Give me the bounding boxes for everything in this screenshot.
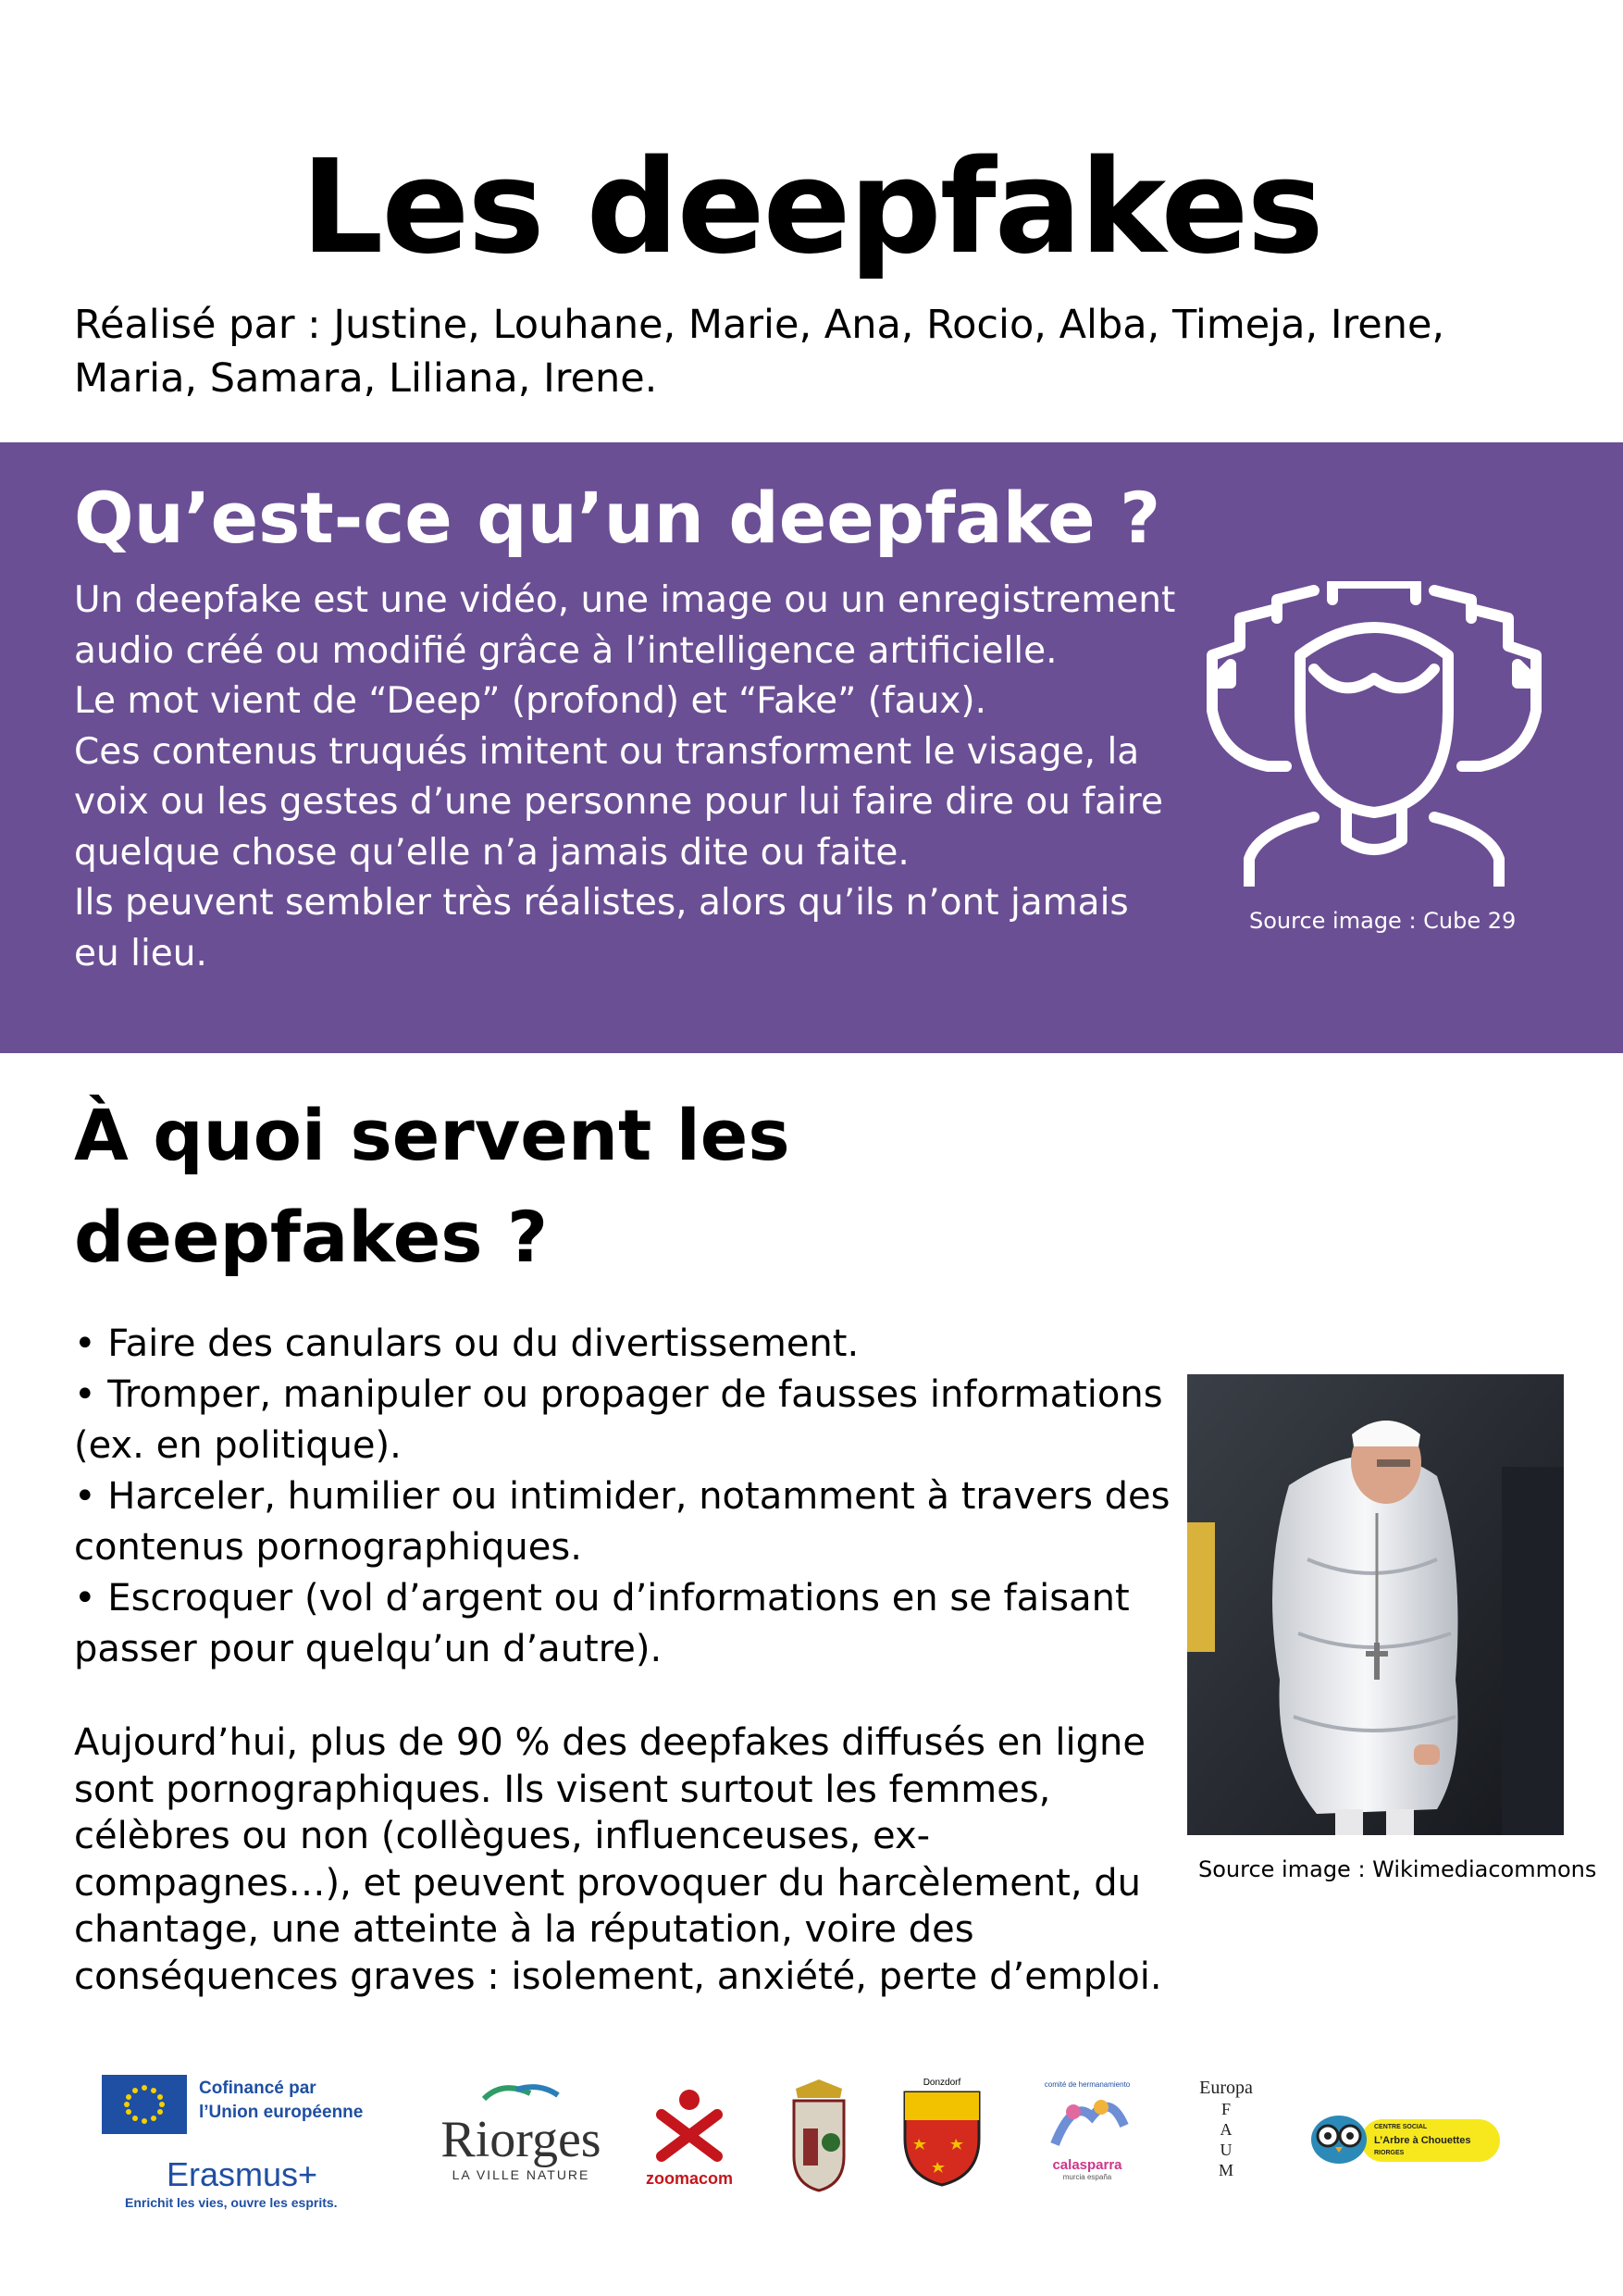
zoomacom-logo [634, 2087, 745, 2198]
arbre-chouettes-logo [1309, 2101, 1513, 2175]
deepfake-photo [1187, 1374, 1564, 1835]
arbre-line3: RIORGES [1374, 2150, 1405, 2156]
statistic-paragraph: Aujourd’hui, plus de 90 % des deepfakes diffusés en ligne sont pornographiques. Ils visent surtout les femmes, célèbres ou non (collègues, influenceuses, ex-compagnes…), et peuvent provoquer du harcèlement, du chantage, une atteinte à la réputation, voire des conséquences graves : isolement, anxiété, perte d’emploi. [74, 1721, 1162, 1998]
town-crest-logo [787, 2078, 851, 2198]
definition-paragraph: Le mot vient de “Deep” (profond) et “Fake” (faux). [74, 680, 986, 722]
riorges-wordmark: Riorges [440, 2111, 601, 2168]
erasmus-tagline: Enrichit les vies, ouvre les esprits. [125, 2195, 338, 2210]
uses-heading: À quoi servent les deepfakes ? [74, 1094, 790, 1278]
definition-heading: Qu’est-ce qu’un deepfake ? [74, 477, 1161, 559]
calasparra-top: comité de hermanamiento [1044, 2080, 1131, 2089]
riorges-tagline: LA VILLE NATURE [452, 2167, 590, 2182]
riorges-wave-icon [465, 2080, 576, 2108]
image-source-caption: Source image : Wikimediacommons [1198, 1856, 1597, 1882]
donzdorf-logo [896, 2078, 988, 2203]
calasparra-figures-icon [1046, 2089, 1129, 2153]
donzdorf-crest-icon [900, 2088, 984, 2190]
partner-logos [0, 2064, 1623, 2212]
list-item: • Tromper, manipuler ou propager de fausses informations (ex. en politique). [74, 1373, 1163, 1467]
calasparra-sub: murcia españa [1062, 2173, 1112, 2181]
eu-line1: Cofinancé par [199, 2079, 316, 2098]
faum-letter: F [1220, 2100, 1231, 2118]
list-item: • Harceler, humilier ou intimider, notamment à travers des contenus pornographiques. [74, 1475, 1171, 1569]
zoomacom-wordmark: zoomacom [645, 2169, 734, 2188]
arbre-line1: CENTRE SOCIAL [1374, 2124, 1428, 2130]
list-item: • Escroquer (vol d’argent ou d’informations en se faisant passer pour quelqu’un d’autre). [74, 1577, 1130, 1670]
faum-letter: A [1220, 2120, 1233, 2139]
zoomacom-figure-icon [652, 2087, 726, 2166]
definition-paragraph: Un deepfake est une vidéo, une image ou un enregistrement audio créé ou modifié grâce à l’intelligence artificielle. [74, 579, 1176, 672]
crest-icon [787, 2078, 851, 2198]
faum-letter: U [1220, 2141, 1233, 2159]
faum-letter: M [1218, 2161, 1233, 2179]
definition-paragraph: Ces contenus truqués imitent ou transforment le visage, la voix ou les gestes d’une personne pour lui faire dire ou faire quelque chose qu’elle n’a jamais dite ou faite. [74, 730, 1163, 874]
europa-faum-logo [1175, 2078, 1277, 2207]
uses-list [74, 1319, 1184, 1675]
definition-text [74, 576, 1184, 979]
authors-line: Réalisé par : Justine, Louhane, Marie, Ana, Rocio, Alba, Timeja, Irene, Maria, Samara, Liliana, Irene. [74, 302, 1445, 402]
calasparra-wordmark: calasparra [1052, 2157, 1122, 2173]
owl-icon [1309, 2110, 1369, 2166]
eu-flag-icon [102, 2075, 187, 2134]
masks-face-icon [1203, 581, 1545, 887]
erasmus-logo [102, 2075, 407, 2214]
riorges-logo [428, 2080, 613, 2191]
image-source-caption: Source image : Cube 29 [1249, 908, 1517, 934]
arbre-line2: L’Arbre à Chouettes [1374, 2135, 1471, 2146]
donzdorf-label: Donzdorf [923, 2078, 961, 2088]
europa-label: Europa [1199, 2078, 1253, 2098]
erasmus-wordmark: Erasmus+ [167, 2155, 318, 2193]
definition-paragraph: Ils peuvent sembler très réalistes, alors qu’ils n’ont jamais eu lieu. [74, 882, 1129, 974]
page-title: Les deepfakes [301, 132, 1322, 283]
list-item: • Faire des canulars ou du divertissement. [74, 1322, 860, 1365]
calasparra-logo [1027, 2080, 1147, 2201]
eu-line2: l’Union européenne [199, 2103, 364, 2122]
